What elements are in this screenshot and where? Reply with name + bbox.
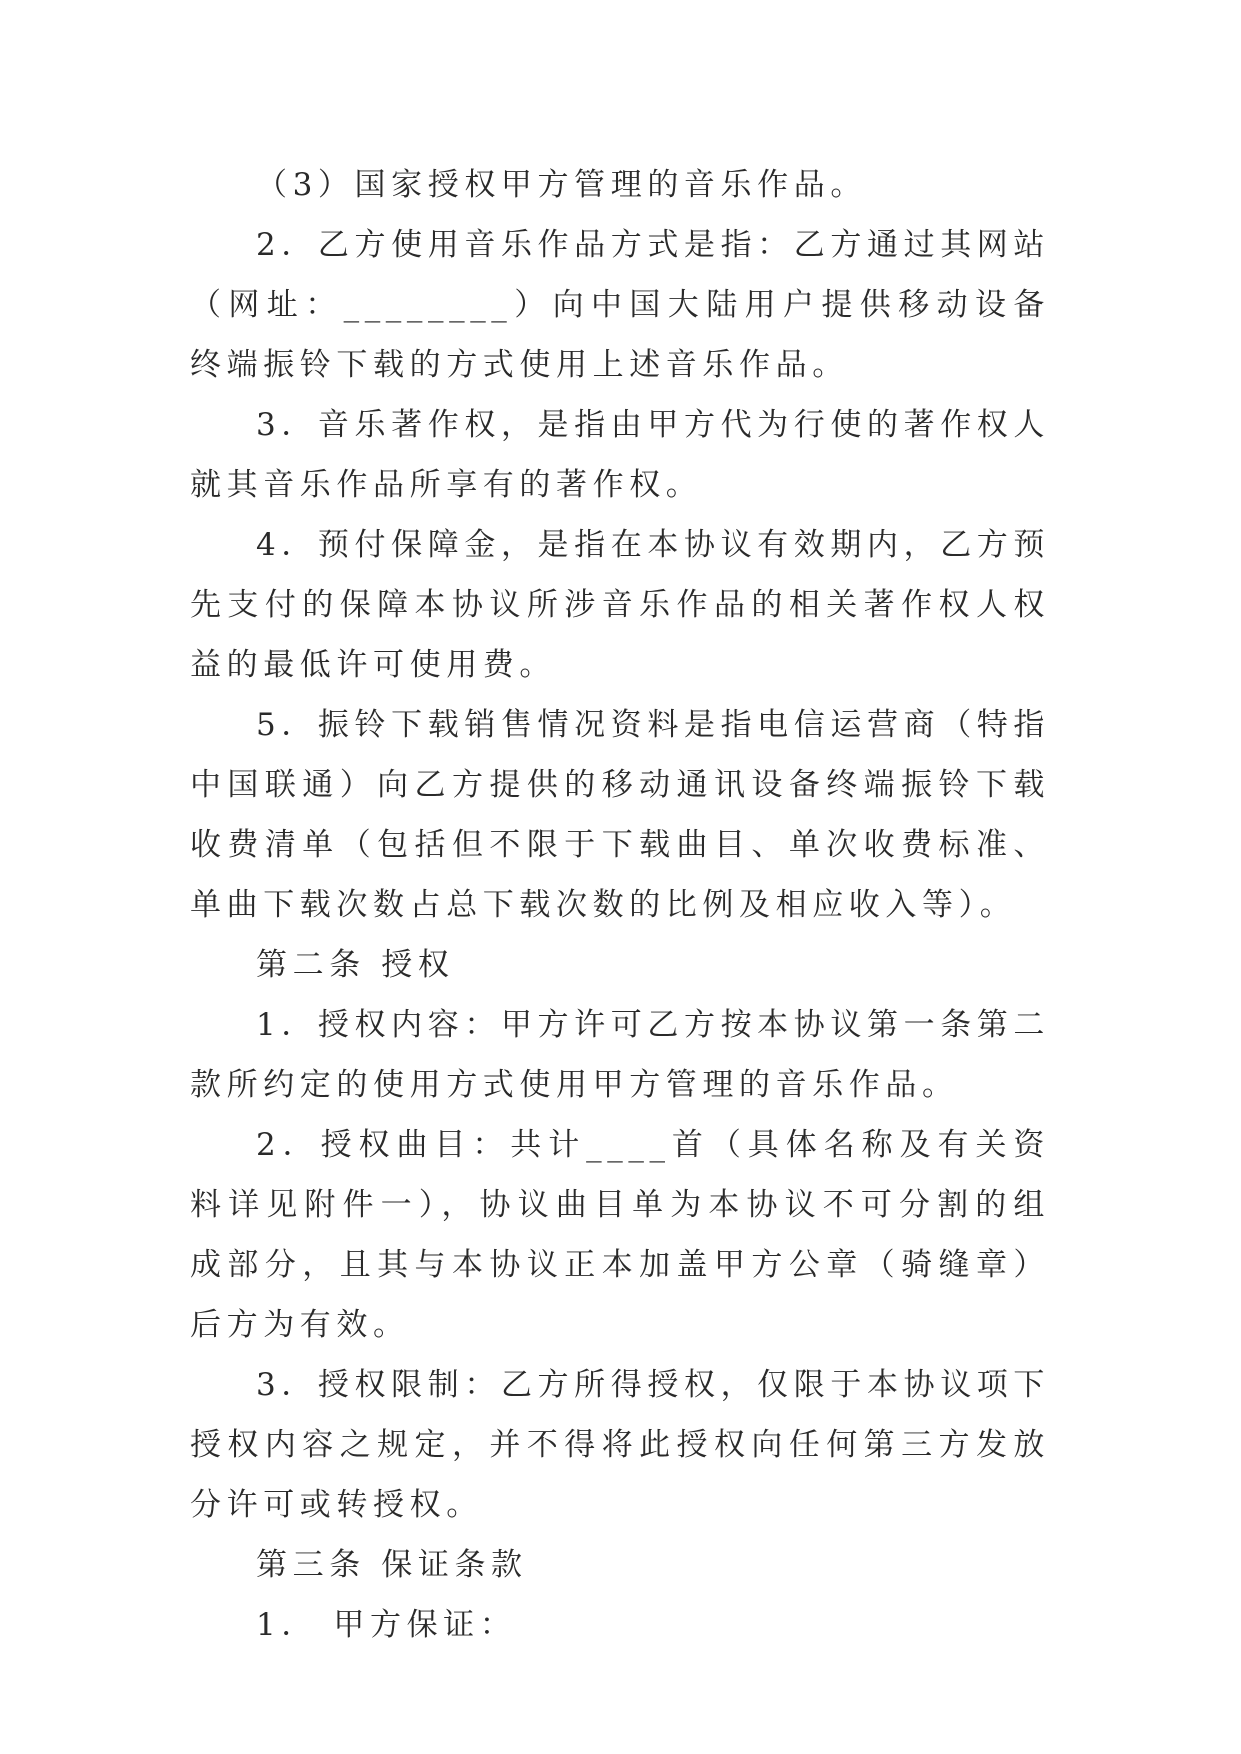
paragraph-6: 1．授权内容：甲方许可乙方按本协议第一条第二款所约定的使用方式使用甲方管理的音乐作品。 (190, 1007, 1050, 1103)
paragraph-7: 2．授权曲目：共计____首（具体名称及有关资料详见附件一），协议曲目单为本协议不可分割的组成部分，且其与本协议正本加盖甲方公章（骑缝章）后方为有效。 (190, 1127, 1050, 1343)
paragraph-1: （3）国家授权甲方管理的音乐作品。 (256, 167, 867, 203)
paragraph-4: 4．预付保障金，是指在本协议有效期内，乙方预先支付的保障本协议所涉音乐作品的相关著作权人权益的最低许可使用费。 (190, 527, 1050, 683)
paragraph-5: 5．振铃下载销售情况资料是指电信运营商（特指中国联通）向乙方提供的移动通讯设备终端振铃下载收费清单（包括但不限于下载曲目、单次收费标准、单曲下载次数占总下载次数的比例及相应收入等）。 (190, 707, 1050, 923)
paragraph-2: 2．乙方使用音乐作品方式是指：乙方通过其网站（网址：________）向中国大陆用户提供移动设备终端振铃下载的方式使用上述音乐作品。 (190, 227, 1050, 383)
paragraph-9: 1． 甲方保证： (256, 1607, 517, 1643)
document-body (190, 155, 1050, 1655)
section-heading-3: 第三条 保证条款 (256, 1547, 528, 1583)
section-heading-2: 第二条 授权 (256, 947, 455, 983)
paragraph-3: 3．音乐著作权，是指由甲方代为行使的著作权人就其音乐作品所享有的著作权。 (190, 407, 1050, 503)
paragraph-8: 3．授权限制：乙方所得授权，仅限于本协议项下授权内容之规定，并不得将此授权向任何第三方发放分许可或转授权。 (190, 1367, 1050, 1523)
